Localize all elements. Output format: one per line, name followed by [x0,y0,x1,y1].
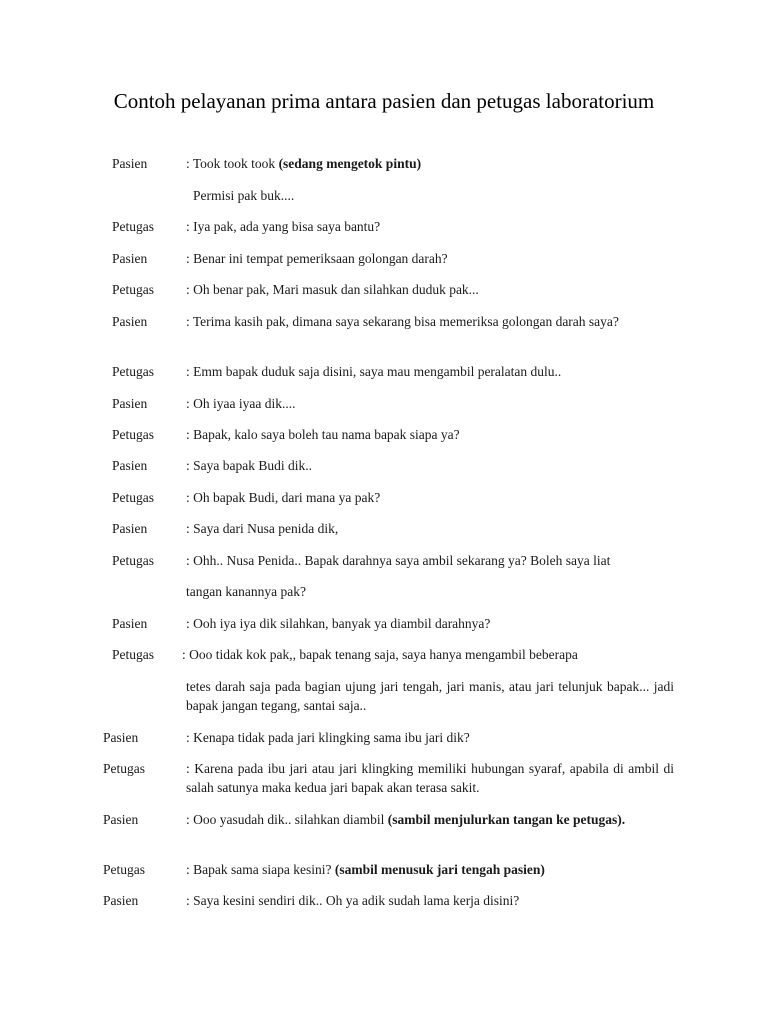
dialog-text: : Iya pak, ada yang bisa saya bantu? [186,219,381,234]
speaker-label: Petugas [112,490,154,505]
dialog-text: : Oh benar pak, Mari masuk dan silahkan duduk pak... [186,282,479,297]
dialog-text: : Ooh iya iya dik silahkan, banyak ya diambil darahnya? [186,616,491,631]
dialog-text: : Emm bapak duduk saja disini, saya mau mengambil peralatan dulu.. [186,364,562,379]
speaker-label: Petugas [112,553,154,568]
speaker-label: Petugas [112,282,154,297]
speaker-label: Pasien [112,521,148,536]
speaker-label: Pasien [112,458,148,473]
speaker-label: Pasien [112,616,148,631]
dialog-text: : Kenapa tidak pada jari klingking sama ibu jari dik? [186,730,470,745]
speaker-label: Pasien [103,893,139,908]
dialog-text: : Saya bapak Budi dik.. [186,458,312,473]
speaker-label: Pasien [112,156,148,171]
dialog-text: : Saya dari Nusa penida dik, [186,521,339,536]
dialog-text: : Took took took (sedang mengetok pintu) [186,156,422,171]
dialog-text: : Bapak, kalo saya boleh tau nama bapak siapa ya? [186,427,460,442]
dialog-text: : Ooo yasudah dik.. silahkan diambil (sambil menjulurkan tangan ke petugas). [186,812,626,827]
dialog-text: : Ohh.. Nusa Penida.. Bapak darahnya saya ambil sekarang ya? Boleh saya liat [186,553,611,568]
speaker-label: Pasien [112,314,148,329]
dialog-text: : Benar ini tempat pemeriksaan golongan darah? [186,251,448,266]
dialog-text: : Oh bapak Budi, dari mana ya pak? [186,490,381,505]
dialog-text: tetes darah saja pada bagian ujung jari tengah, jari manis, atau jari telunjuk bapak... jadi bapak jangan tegang, santai saja.. [186,679,674,713]
dialog-text: Permisi pak buk.... [193,188,295,203]
stage-direction: (sedang mengetok pintu) [278,156,422,171]
stage-direction: (sambil menjulurkan tangan ke petugas). [387,812,626,827]
dialog-text: : Saya kesini sendiri dik.. Oh ya adik sudah lama kerja disini? [186,893,520,908]
speaker-label: Petugas [112,364,154,379]
speaker-label: Petugas [112,427,154,442]
speaker-label: Pasien [112,251,148,266]
speaker-label: Petugas [103,761,145,776]
dialog-text: : Bapak sama siapa kesini? (sambil menusuk jari tengah pasien) [186,862,545,877]
document-title: Contoh pelayanan prima antara pasien dan petugas laboratorium [113,89,655,113]
speaker-label: Pasien [112,396,148,411]
dialog-text: tangan kanannya pak? [186,584,306,599]
speaker-label: Petugas [103,862,145,877]
dialog-text: : Karena pada ibu jari atau jari klingking memiliki hubungan syaraf, apabila di ambil di salah satunya maka kedua jari bapak akan terasa sakit. [186,761,674,795]
dialog-text: : Ooo tidak kok pak,, bapak tenang saja, saya hanya mengambil beberapa [182,647,578,662]
speaker-label: Petugas [112,647,154,662]
speaker-label: Pasien [103,812,139,827]
speaker-label: Petugas [112,219,154,234]
dialog-text: : Oh iyaa iyaa dik.... [186,396,296,411]
dialog-text: : Terima kasih pak, dimana saya sekarang bisa memeriksa golongan darah saya? [186,314,619,329]
stage-direction: (sambil menusuk jari tengah pasien) [334,862,545,877]
speaker-label: Pasien [103,730,139,745]
